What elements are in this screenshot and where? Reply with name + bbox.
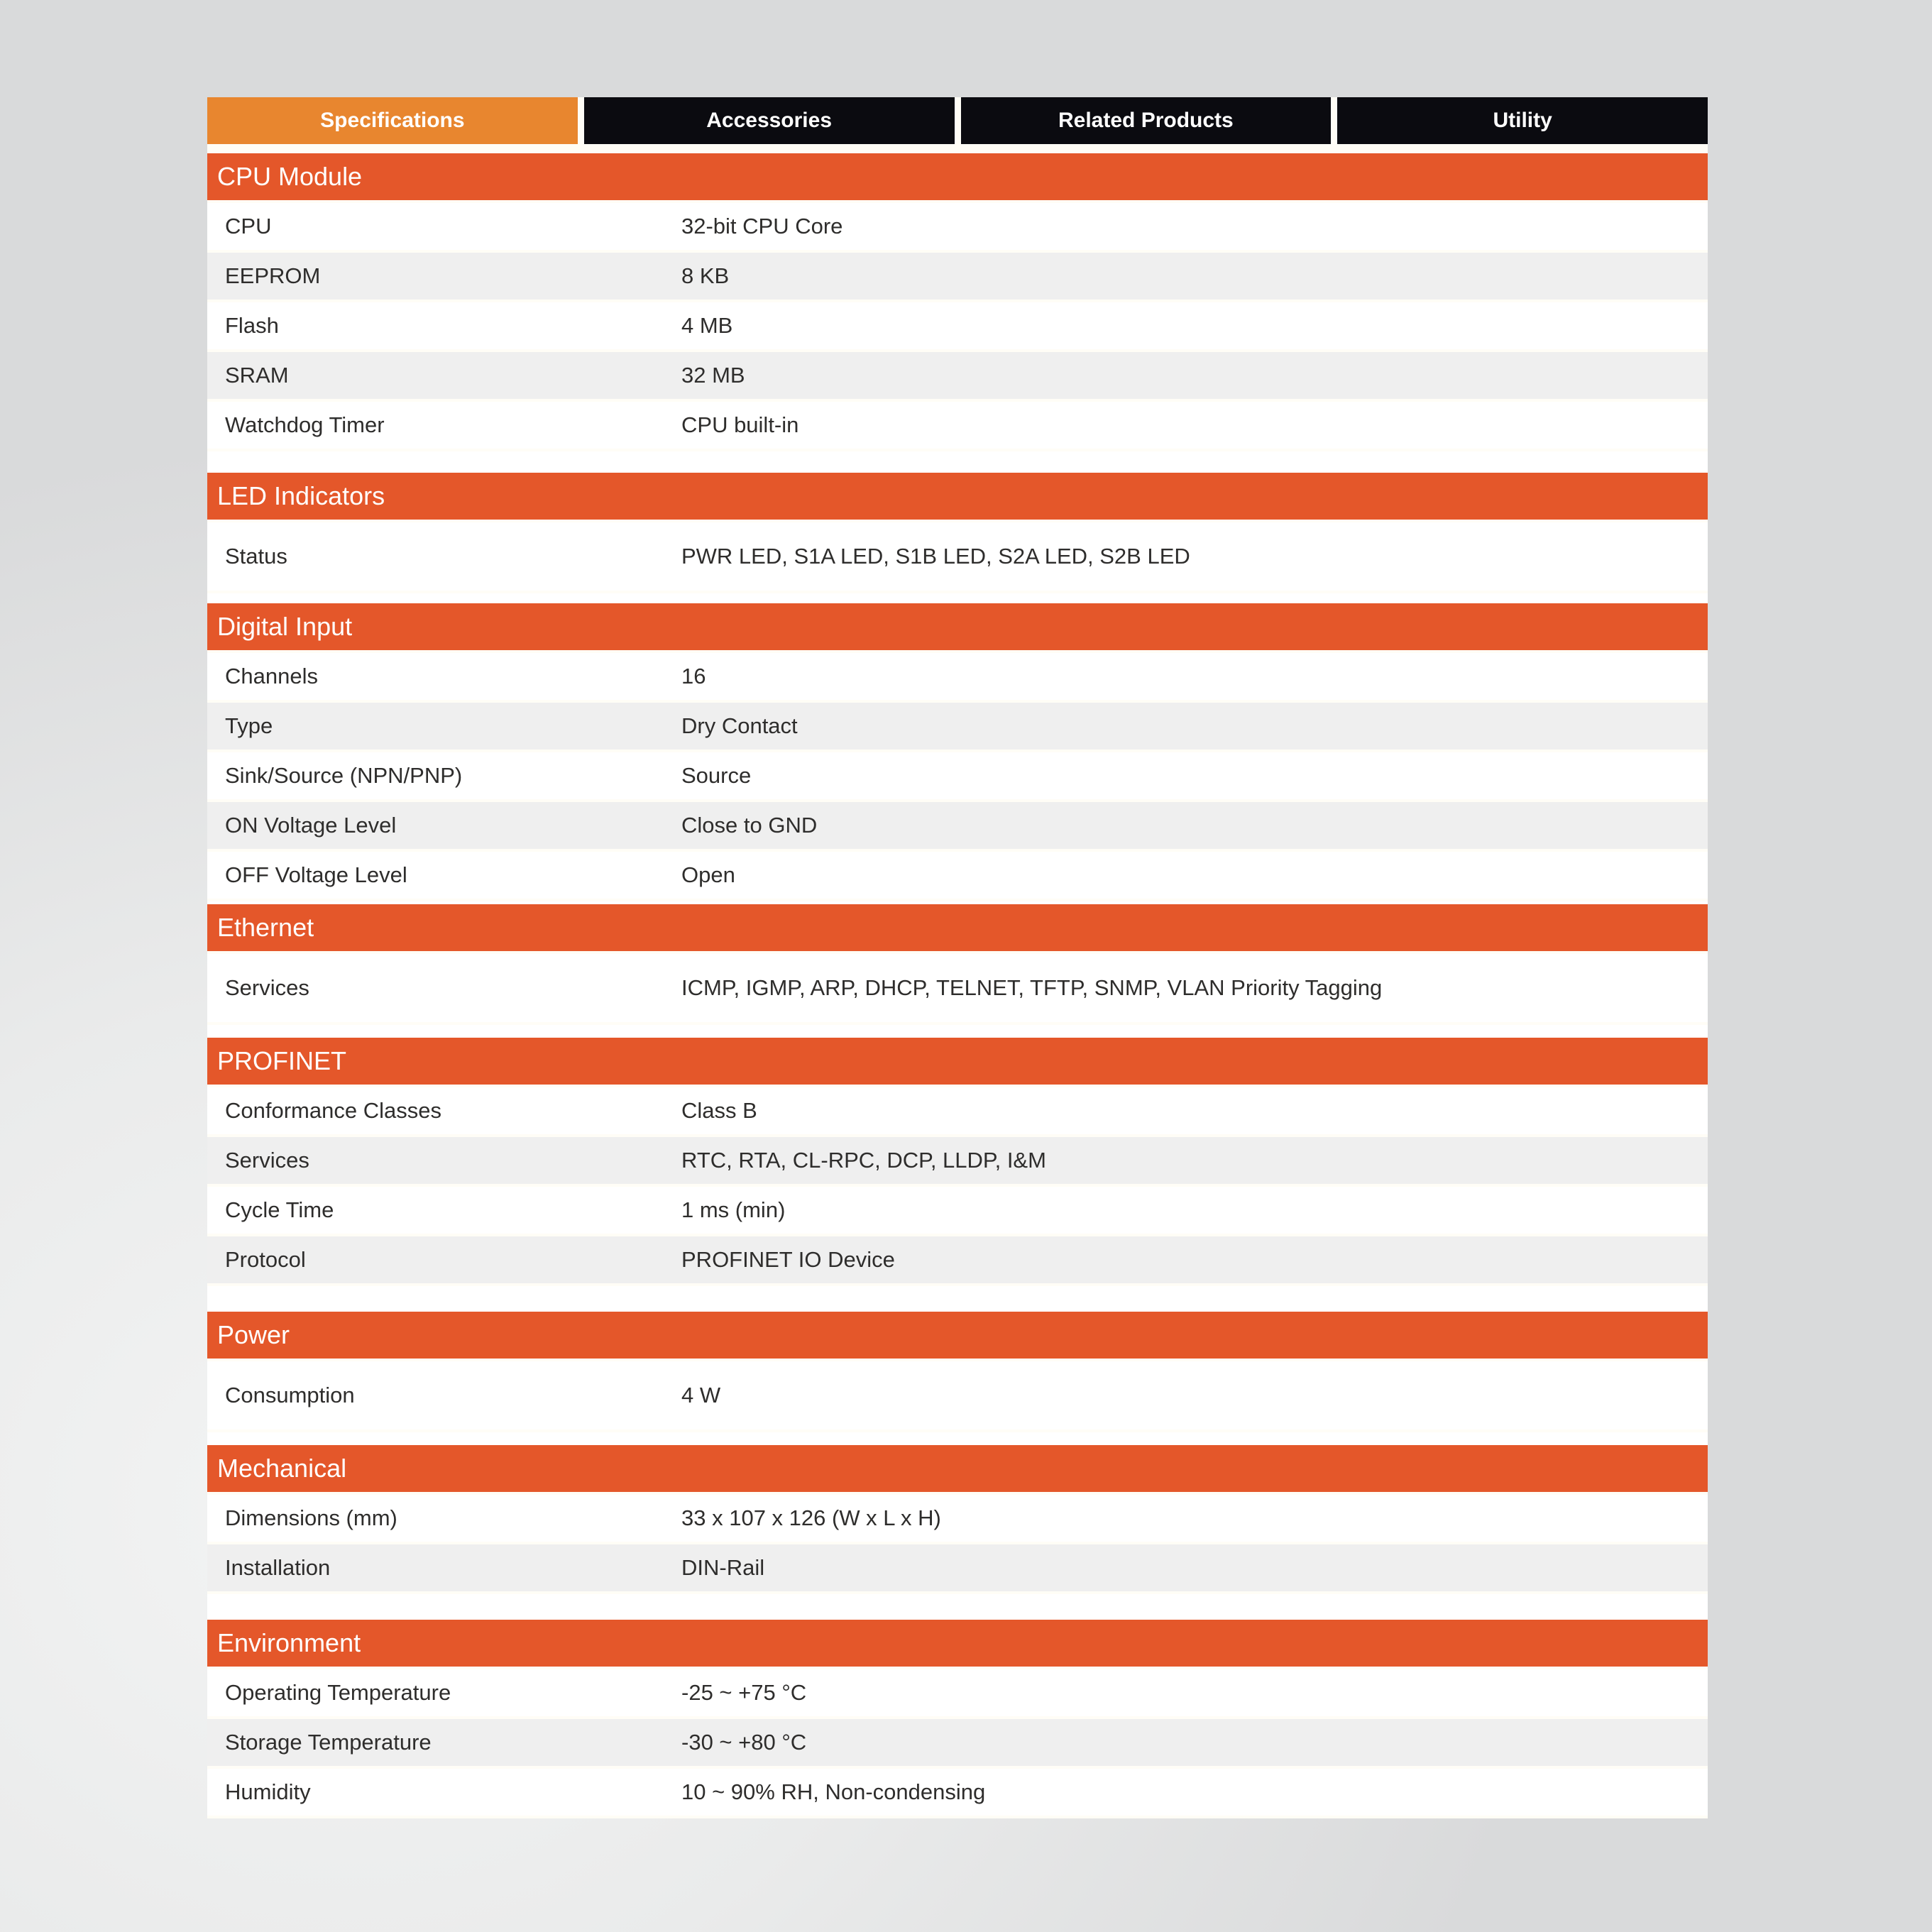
spec-value: 4 W	[681, 1383, 721, 1407]
section-cpu-module	[207, 153, 1708, 473]
spec-row-services	[207, 954, 1708, 1022]
section-spacer	[207, 1594, 1708, 1620]
spec-label: SRAM	[225, 363, 289, 388]
spec-label: CPU	[225, 214, 272, 238]
tab-specifications[interactable]: Specifications	[207, 97, 578, 144]
spec-value: 4 MB	[681, 313, 733, 338]
spec-label: OFF Voltage Level	[225, 862, 407, 887]
spec-row-protocol	[207, 1236, 1708, 1283]
spec-value: Close to GND	[681, 813, 818, 838]
spec-sections	[207, 153, 1708, 1816]
spec-row-flash	[207, 302, 1708, 349]
spec-label: Status	[225, 544, 287, 569]
spec-row-conformance-classes	[207, 1087, 1708, 1134]
spec-value: Open	[681, 862, 735, 887]
spec-row-operating-temperature	[207, 1669, 1708, 1716]
spec-label: Conformance Classes	[225, 1098, 441, 1123]
spec-row-sram	[207, 352, 1708, 399]
spec-label: Type	[225, 713, 273, 738]
section-header-profinet: PROFINET	[207, 1038, 1708, 1085]
spec-value: 33 x 107 x 126 (W x L x H)	[681, 1505, 941, 1530]
spec-label: Consumption	[225, 1383, 355, 1407]
spec-label: Operating Temperature	[225, 1680, 451, 1705]
spec-value: 16	[681, 664, 706, 688]
section-header-digital-input: Digital Input	[207, 603, 1708, 650]
section-spacer	[207, 1025, 1708, 1038]
spec-value: ICMP, IGMP, ARP, DHCP, TELNET, TFTP, SNMP, VLAN Priority Tagging	[681, 975, 1383, 1000]
spec-row-dimensions-mm	[207, 1495, 1708, 1542]
spec-value: -30 ~ +80 °C	[681, 1730, 807, 1755]
tab-related-products[interactable]: Related Products	[961, 97, 1332, 144]
section-profinet	[207, 1038, 1708, 1312]
spec-label: Humidity	[225, 1779, 311, 1804]
spec-row-type	[207, 703, 1708, 750]
section-header-environment: Environment	[207, 1620, 1708, 1667]
spec-value: DIN-Rail	[681, 1555, 765, 1580]
spec-label: Watchdog Timer	[225, 412, 385, 437]
spec-row-cpu	[207, 203, 1708, 250]
tab-bar	[207, 97, 1708, 144]
spec-value: 1 ms (min)	[681, 1197, 786, 1222]
section-header-power: Power	[207, 1312, 1708, 1359]
section-header-led-indicators: LED Indicators	[207, 473, 1708, 520]
spec-row-services	[207, 1137, 1708, 1184]
spec-value: PROFINET IO Device	[681, 1247, 895, 1272]
spec-label: Installation	[225, 1555, 331, 1580]
section-led-indicators	[207, 473, 1708, 603]
spec-label: Sink/Source (NPN/PNP)	[225, 763, 463, 788]
spec-label: Dimensions (mm)	[225, 1505, 397, 1530]
spec-row-humidity	[207, 1769, 1708, 1816]
spec-value: Source	[681, 763, 752, 788]
spec-value: RTC, RTA, CL-RPC, DCP, LLDP, I&M	[681, 1148, 1046, 1173]
spec-label: Flash	[225, 313, 279, 338]
tab-accessories[interactable]: Accessories	[584, 97, 955, 144]
section-header-ethernet: Ethernet	[207, 904, 1708, 951]
spec-label: Services	[225, 975, 309, 1000]
section-ethernet	[207, 904, 1708, 1038]
spec-row-sink-source-npn-pnp	[207, 752, 1708, 799]
spec-row-watchdog-timer	[207, 402, 1708, 449]
spec-value: 8 KB	[681, 263, 730, 288]
spec-value: Class B	[681, 1098, 757, 1123]
spec-row-installation	[207, 1544, 1708, 1591]
spec-row-consumption	[207, 1361, 1708, 1429]
spec-row-on-voltage-level	[207, 802, 1708, 849]
spec-label: Services	[225, 1148, 309, 1173]
spec-label: EEPROM	[225, 263, 321, 288]
spec-value: CPU built-in	[681, 412, 799, 437]
spec-panel	[207, 97, 1708, 1818]
section-mechanical	[207, 1445, 1708, 1620]
spec-row-off-voltage-level	[207, 852, 1708, 899]
spec-label: ON Voltage Level	[225, 813, 397, 838]
spec-row-storage-temperature	[207, 1719, 1708, 1766]
section-environment	[207, 1620, 1708, 1816]
section-header-mechanical: Mechanical	[207, 1445, 1708, 1492]
spec-row-channels	[207, 653, 1708, 700]
spec-label: Storage Temperature	[225, 1730, 432, 1755]
spec-value: 10 ~ 90% RH, Non-condensing	[681, 1779, 986, 1804]
section-spacer	[207, 1432, 1708, 1445]
spec-value: 32 MB	[681, 363, 745, 388]
spec-row-status	[207, 522, 1708, 591]
section-spacer	[207, 1286, 1708, 1312]
spec-row-eeprom	[207, 253, 1708, 300]
section-power	[207, 1312, 1708, 1445]
spec-label: Cycle Time	[225, 1197, 334, 1222]
section-spacer	[207, 451, 1708, 473]
section-digital-input	[207, 603, 1708, 904]
spec-label: Channels	[225, 664, 318, 688]
spec-label: Protocol	[225, 1247, 306, 1272]
spec-value: PWR LED, S1A LED, S1B LED, S2A LED, S2B LED	[681, 544, 1190, 569]
spec-row-cycle-time	[207, 1187, 1708, 1234]
section-header-cpu-module: CPU Module	[207, 153, 1708, 200]
section-spacer	[207, 593, 1708, 603]
spec-value: -25 ~ +75 °C	[681, 1680, 807, 1705]
spec-value: Dry Contact	[681, 713, 798, 738]
spec-value: 32-bit CPU Core	[681, 214, 843, 238]
tab-utility[interactable]: Utility	[1337, 97, 1708, 144]
